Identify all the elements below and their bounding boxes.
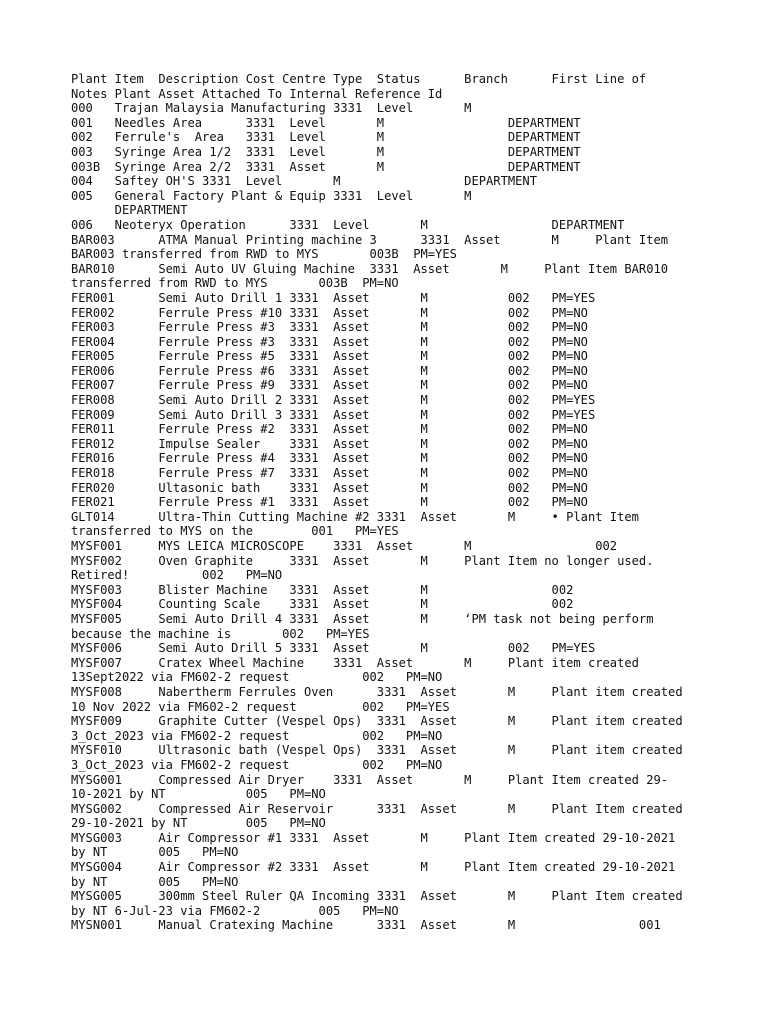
text-line: 004 Saftey OH'S 3331 Level M DEPARTMENT [71, 174, 537, 189]
text-line: FER007 Ferrule Press #9 3331 Asset M 002 PM=NO [71, 378, 588, 393]
text-line: DEPARTMENT [71, 203, 188, 218]
text-line: MYSF006 Semi Auto Drill 5 3331 Asset M 002 PM=YES [71, 641, 596, 656]
text-line: MYSF008 Nabertherm Ferrules Oven 3331 Asset M Plant item created [71, 684, 683, 699]
text-line: 002 Ferrule's Area 3331 Level M DEPARTMENT [71, 130, 581, 145]
text-line: by NT 005 PM=NO [71, 845, 239, 860]
text-line: FER004 Ferrule Press #3 3331 Asset M 002 PM=NO [71, 334, 588, 349]
text-line: BAR010 Semi Auto UV Gluing Machine 3331 Asset M Plant Item BAR010 [71, 261, 669, 276]
text-line: FER009 Semi Auto Drill 3 3331 Asset M 002 PM=YES [71, 407, 596, 422]
text-line: by NT 6-Jul-23 via FM602-2 005 PM=NO [71, 903, 399, 918]
text-line: 000 Trajan Malaysia Manufacturing 3331 Level M [71, 101, 472, 116]
text-line: MYSF009 Graphite Cutter (Vespel Ops) 3331 Asset M Plant item created [71, 714, 683, 729]
text-line: 003 Syringe Area 1/2 3331 Level M DEPARTMENT [71, 144, 581, 159]
text-line: FER001 Semi Auto Drill 1 3331 Asset M 002 PM=YES [71, 290, 596, 305]
text-line: FER020 Ultasonic bath 3331 Asset M 002 PM=NO [71, 480, 588, 495]
text-line: FER011 Ferrule Press #2 3331 Asset M 002 PM=NO [71, 422, 588, 437]
text-line: FER016 Ferrule Press #4 3331 Asset M 002 PM=NO [71, 451, 588, 466]
text-line: MYSN001 Manual Cratexing Machine 3331 Asset M 001 [71, 918, 661, 933]
text-line: MYSF003 Blister Machine 3331 Asset M 002 [71, 582, 574, 597]
text-line: 29-10-2021 by NT 005 PM=NO [71, 816, 326, 831]
text-line: 10 Nov 2022 via FM602-2 request 002 PM=YES [71, 699, 450, 714]
text-line: 3_Oct_2023 via FM602-2 request 002 PM=NO [71, 728, 443, 743]
text-line: 003B Syringe Area 2/2 3331 Asset M DEPARTMENT [71, 159, 581, 174]
text-line: MYSG001 Compressed Air Dryer 3331 Asset M Plant Item created 29- [71, 772, 669, 787]
text-line: transferred to MYS on the 001 PM=YES [71, 524, 399, 539]
text-line: 3_Oct_2023 via FM602-2 request 002 PM=NO [71, 757, 443, 772]
text-line: MYSF001 MYS LEICA MICROSCOPE 3331 Asset M 002 [71, 539, 618, 553]
text-line: 005 General Factory Plant & Equip 3331 Level M [71, 188, 472, 203]
text-line: FER005 Ferrule Press #5 3331 Asset M 002 PM=NO [71, 349, 588, 364]
text-line: because the machine is 002 PM=YES [71, 626, 370, 641]
text-line: BAR003 transferred from RWD to MYS 003B PM=YES [71, 247, 457, 262]
text-line: Retired! 002 PM=NO [71, 568, 283, 583]
text-line: BAR003 ATMA Manual Printing machine 3 3331 Asset M Plant Item [71, 232, 669, 247]
text-line: 10-2021 by NT 005 PM=NO [71, 787, 326, 802]
text-line: MYSF002 Oven Graphite 3331 Asset M Plant Item no longer used. [71, 553, 654, 568]
text-line: MYSF007 Cratex Wheel Machine 3331 Asset M Plant item created [71, 655, 639, 670]
text-line: MYSG003 Air Compressor #1 3331 Asset M Plant Item created 29-10-2021 [71, 830, 676, 845]
text-line: transferred from RWD to MYS 003B PM=NO [71, 276, 399, 291]
text-line: 001 Needles Area 3331 Level M DEPARTMENT [71, 115, 581, 130]
text-line: by NT 005 PM=NO [71, 874, 239, 889]
text-line: FER018 Ferrule Press #7 3331 Asset M 002 PM=NO [71, 466, 588, 481]
text-line: MYSF005 Semi Auto Drill 4 3331 Asset M ‘PM task not being perform [71, 611, 654, 626]
text-line: FER021 Ferrule Press #1 3331 Asset M 002 PM=NO [71, 495, 588, 510]
text-line: 006 Neoteryx Operation 3331 Level M DEPARTMENT [71, 217, 625, 232]
text-line: FER002 Ferrule Press #10 3331 Asset M 002 PM=NO [71, 305, 588, 320]
text-line: 13Sept2022 via FM602-2 request 002 PM=NO [71, 670, 443, 685]
text-line: MYSG005 300mm Steel Ruler QA Incoming 3331 Asset M Plant Item created [71, 889, 683, 904]
text-line: Notes Plant Asset Attached To Internal Reference Id [71, 86, 443, 101]
text-line: GLT014 Ultra-Thin Cutting Machine #2 3331 Asset M • Plant Item [71, 509, 639, 524]
text-line: MYSG002 Compressed Air Reservoir 3331 Asset M Plant Item created [71, 801, 683, 816]
text-line: FER006 Ferrule Press #6 3331 Asset M 002 PM=NO [71, 363, 588, 378]
text-line: FER012 Impulse Sealer 3331 Asset M 002 PM=NO [71, 436, 588, 451]
text-line: MYSF004 Counting Scale 3331 Asset M 002 [71, 597, 574, 612]
text-line: Plant Item Description Cost Centre Type Status Branch First Line of [71, 72, 647, 86]
text-line: FER008 Semi Auto Drill 2 3331 Asset M 002 PM=YES [71, 393, 596, 408]
text-line: FER003 Ferrule Press #3 3331 Asset M 002 PM=NO [71, 320, 588, 335]
document-page [71, 72, 711, 933]
text-line: MYSG004 Air Compressor #2 3331 Asset M Plant Item created 29-10-2021 [71, 860, 676, 875]
text-line: MYSF010 Ultrasonic bath (Vespel Ops) 3331 Asset M Plant item created [71, 743, 683, 758]
